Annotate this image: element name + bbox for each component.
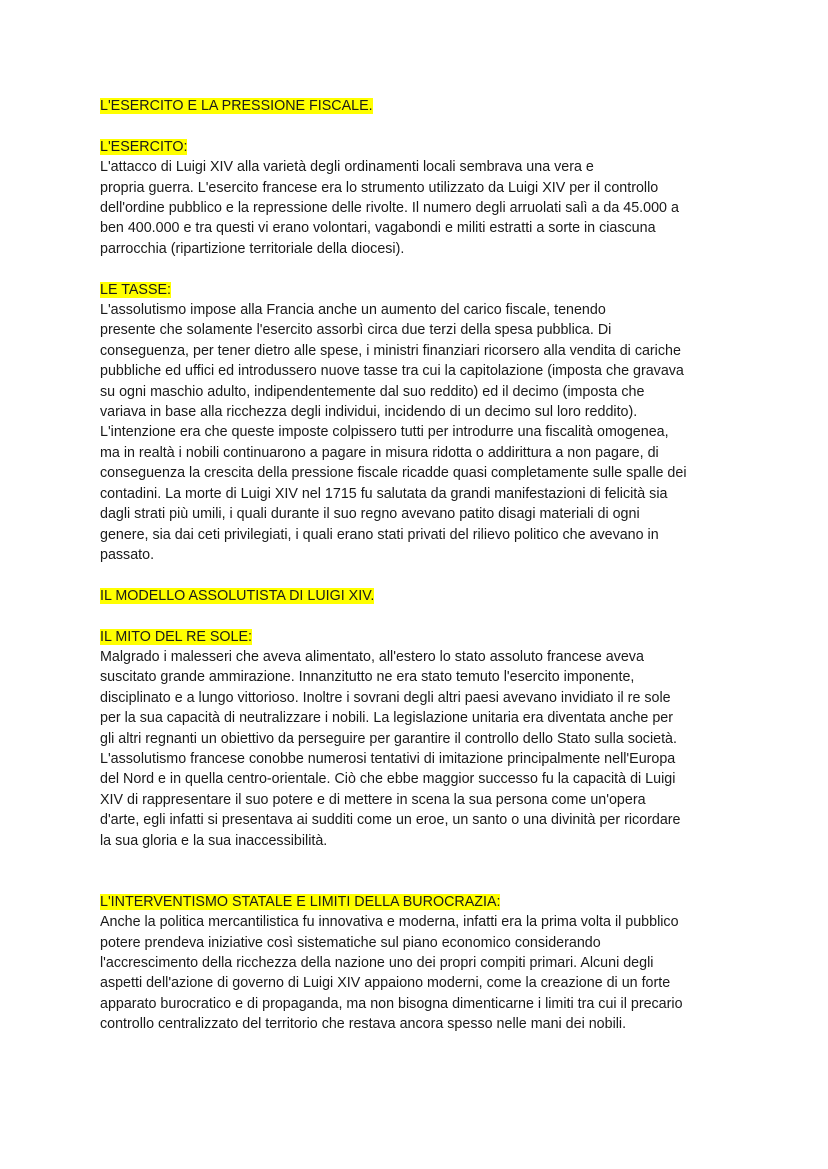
text-line: l'accrescimento della ricchezza della nazione uno dei propri compiti primari. Alcuni degli xyxy=(100,954,654,971)
text-line: per la sua capacità di neutralizzare i nobili. La legislazione unitaria era diventata anche per xyxy=(100,710,674,727)
text-line: ma in realtà i nobili continuarono a pagare in misura ridotta o addirittura a non pagare, di xyxy=(100,444,659,461)
text-line: Malgrado i malesseri che aveva alimentato, all'estero lo stato assoluto francese aveva xyxy=(100,648,644,665)
highlight: IL MODELLO ASSOLUTISTA DI LUIGI XIV. xyxy=(100,587,375,604)
text-line: presente che solamente l'esercito assorbì circa due terzi della spesa pubblica. Di xyxy=(100,322,612,339)
text-line: d'arte, egli infatti si presentava ai sudditi come un eroe, un santo o una divinità per ricordare xyxy=(100,812,681,829)
section-body xyxy=(100,647,740,851)
highlight: L'ESERCITO E LA PRESSIONE FISCALE. xyxy=(100,98,373,114)
text-line: conseguenza, per tener dietro alle spese, i ministri finanziari ricorsero alla vendita di cariche xyxy=(100,342,681,359)
section-heading: LE TASSE: xyxy=(100,281,171,298)
document-content xyxy=(100,96,740,1035)
text-line: L'assolutismo impose alla Francia anche un aumento del carico fiscale, tenendo xyxy=(100,302,606,319)
text-line: ben 400.000 e tra questi vi erano volontari, vagabondi e militi estratti a sorte in ciascuna xyxy=(100,220,656,237)
text-line: su ogni maschio adulto, indipendentemente dal suo reddito) ed il decimo (imposta che xyxy=(100,383,645,400)
text-line: genere, sia dai ceti privilegiati, i quali erano stati privati del rilievo politico che avevano in xyxy=(100,526,659,543)
section-body xyxy=(100,157,740,259)
section-interventismo-statale xyxy=(100,892,740,1035)
text-line: L'assolutismo francese conobbe numerosi tentativi di imitazione principalmente nell'Europa xyxy=(100,750,676,767)
text-line: controllo centralizzato del territorio che restava ancora spesso nelle mani dei nobili. xyxy=(100,1016,627,1033)
section-heading: L'ESERCITO: xyxy=(100,138,188,155)
section-body xyxy=(100,300,740,565)
text-line: Anche la politica mercantilistica fu innovativa e moderna, infatti era la prima volta il pubblico xyxy=(100,914,679,931)
text-line: suscitato grande ammirazione. Innanzitutto ne era stato temuto l'esercito imponente, xyxy=(100,669,635,686)
text-line: pubbliche ed uffici ed introdussero nuove tasse tra cui la capitolazione (imposta che gravava xyxy=(100,363,684,380)
section-mito-re-sole xyxy=(100,627,740,851)
title-esercito-pressione-fiscale xyxy=(100,96,740,116)
text-line: passato. xyxy=(100,546,155,563)
text-line: aspetti dell'azione di governo di Luigi XIV appaiono moderni, come la creazione di un forte xyxy=(100,975,671,992)
section-tasse xyxy=(100,280,740,566)
section-esercito xyxy=(100,137,740,259)
text-line: propria guerra. L'esercito francese era lo strumento utilizzato da Luigi XIV per il controllo xyxy=(100,179,659,196)
text-line: contadini. La morte di Luigi XIV nel 1715 fu salutata da grandi manifestazioni di felicità sia xyxy=(100,485,668,502)
text-line: del Nord e in quella centro-orientale. Ciò che ebbe maggior successo fu la capacità di Luigi xyxy=(100,771,676,788)
text-line: variava in base alla ricchezza degli individui, incidendo di un decimo sul loro reddito). xyxy=(100,404,638,421)
text-line: disciplinato e a lungo vittorioso. Inoltre i sovrani degli altri paesi avevano invidiato il re sole xyxy=(100,689,671,706)
text-line: gli altri regnanti un obiettivo da perseguire per garantire il controllo dello Stato sulla società. xyxy=(100,730,677,747)
text-line: conseguenza la crescita della pressione fiscale ricadde quasi completamente sulle spalle dei xyxy=(100,465,687,482)
text-line: L'intenzione era che queste imposte colpissero tutti per introdurre una fiscalità omogenea, xyxy=(100,424,669,441)
text-line: XIV di rappresentare il suo potere e di mettere in scena la sua persona come un'opera xyxy=(100,791,646,808)
text-line: apparato burocratico e di propaganda, ma non bisogna dimenticarne i limiti tra cui il precario xyxy=(100,995,683,1012)
text-line: parrocchia (ripartizione territoriale della diocesi). xyxy=(100,240,405,257)
text-line: la sua gloria e la sua inaccessibilità. xyxy=(100,832,328,849)
text-line: potere prendeva iniziative così sistematiche sul piano economico considerando xyxy=(100,934,601,951)
section-body xyxy=(100,912,740,1034)
title-modello-assolutista xyxy=(100,586,740,606)
section-heading: L'INTERVENTISMO STATALE E LIMITI DELLA BUROCRAZIA: xyxy=(100,893,501,910)
text-line: L'attacco di Luigi XIV alla varietà degli ordinamenti locali sembrava una vera e xyxy=(100,159,594,176)
text-line: dell'ordine pubblico e la repressione delle rivolte. Il numero degli arruolati salì a da 45.000 a xyxy=(100,200,679,217)
text-line: dagli strati più umili, i quali durante il suo regno avevano patito disagi materiali di ogni xyxy=(100,506,640,523)
section-heading: IL MITO DEL RE SOLE: xyxy=(100,628,253,645)
